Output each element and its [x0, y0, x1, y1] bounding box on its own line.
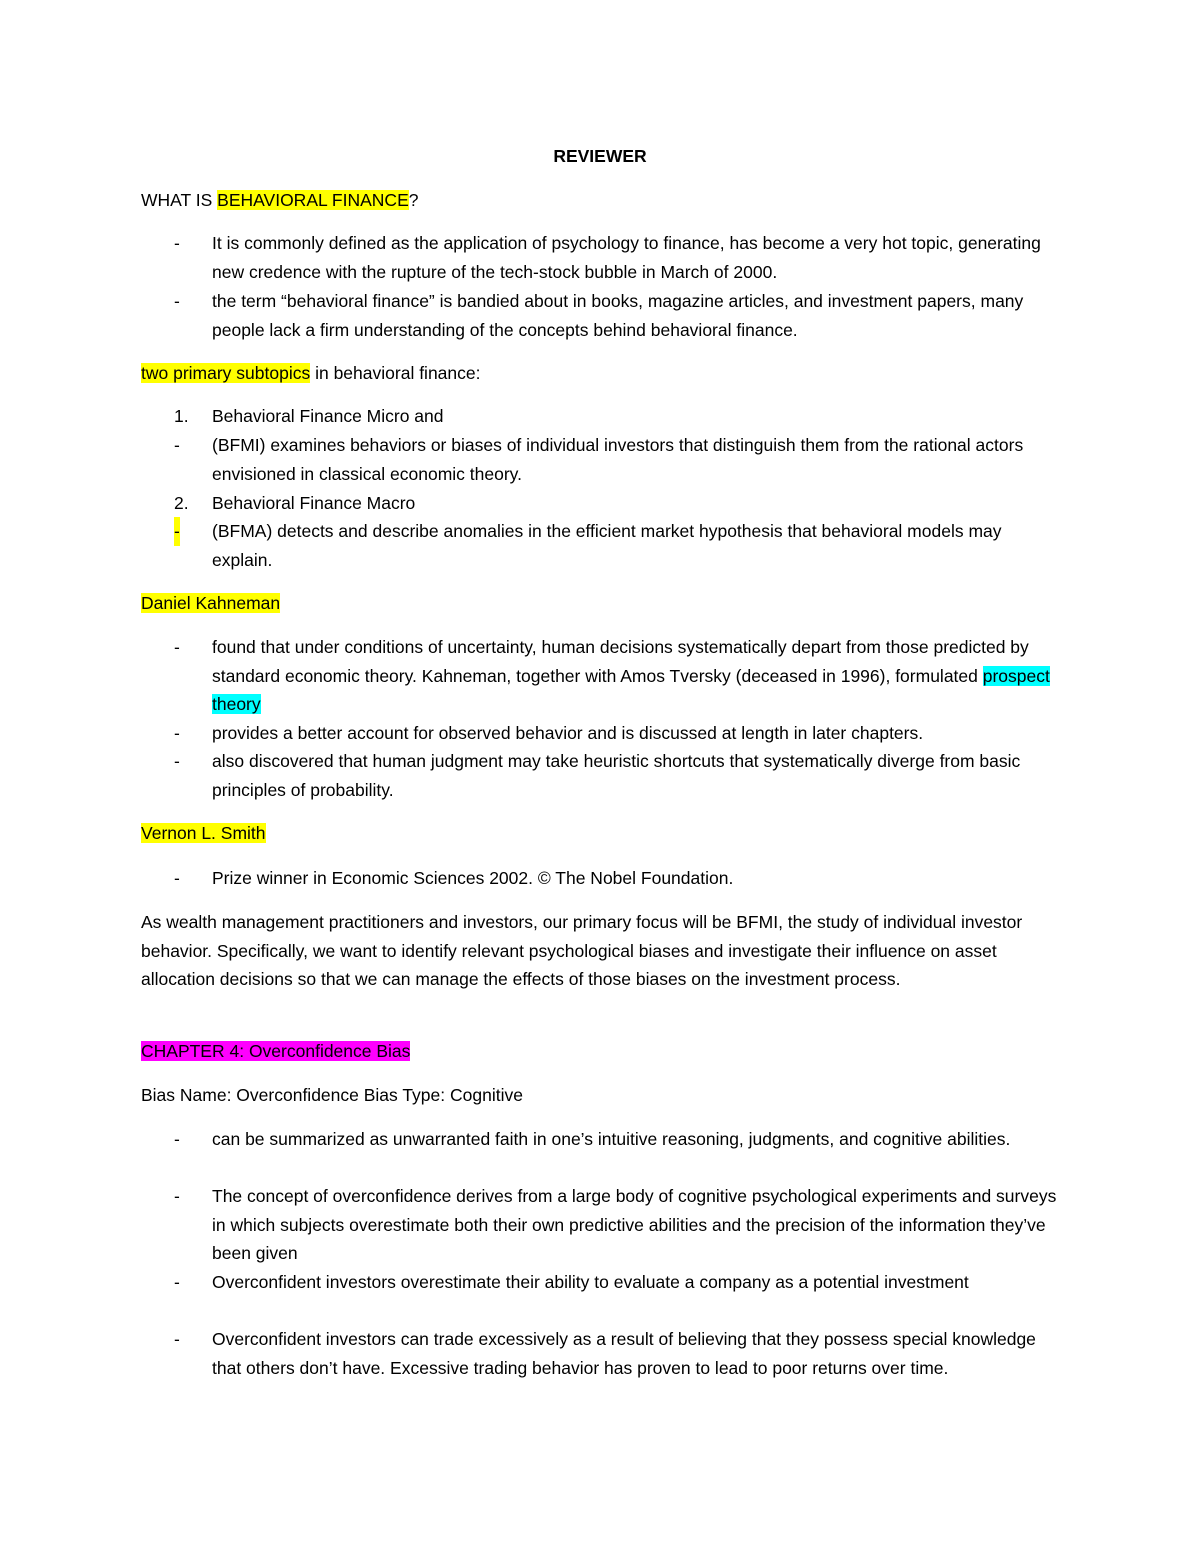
- highlight-daniel-kahneman: Daniel Kahneman: [141, 593, 281, 613]
- bullet-marker: -: [174, 1329, 180, 1349]
- bullet-marker: -: [174, 291, 180, 311]
- bullet-marker: -: [174, 868, 180, 888]
- highlight-behavioral-finance: BEHAVIORAL FINANCE: [217, 190, 409, 210]
- list-item: [141, 229, 1061, 286]
- bullet-marker: -: [174, 233, 180, 253]
- list-item-text: (BFMI) examines behaviors or biases of individual investors that distinguish them from the rational actors envisioned in classical economic theory.: [212, 435, 1024, 484]
- list-item: [141, 1268, 1061, 1297]
- list-item: [141, 1125, 1061, 1154]
- list-item-text: Behavioral Finance Micro and: [212, 406, 444, 426]
- highlight-vernon-smith: Vernon L. Smith: [141, 823, 266, 843]
- heading-kahneman: [141, 589, 1061, 618]
- list-item-text: Prize winner in Economic Sciences 2002. © The Nobel Foundation.: [212, 868, 734, 888]
- list-item: [141, 517, 1061, 574]
- list-item-text: Overconfident investors can trade excessively as a result of believing that they possess special knowledge that others don’t have. Excessive trading behavior has proven to lead to poor returns over time.: [212, 1329, 1036, 1378]
- number-marker: 1.: [174, 406, 189, 426]
- wealth-paragraph: As wealth management practitioners and investors, our primary focus will be BFMI, the study of individual investor behavior. Specifically, we want to identify relevant psychological biases and investigate their influence on asset allocation decisions so that we can manage the effects of those biases on the investment process.: [141, 912, 1023, 989]
- highlight-chapter-4: CHAPTER 4: Overconfidence Bias: [141, 1041, 411, 1061]
- question-line: [141, 186, 1061, 215]
- heading-chapter-4: [141, 1037, 1061, 1066]
- bullet-marker: -: [174, 751, 180, 771]
- list-item: [141, 1182, 1061, 1268]
- list-item: [141, 864, 1061, 893]
- question-prefix: WHAT IS: [141, 190, 218, 210]
- list-item: [141, 402, 1061, 431]
- question-suffix: ?: [408, 190, 419, 210]
- list-item-text: can be summarized as unwarranted faith in one’s intuitive reasoning, judgments, and cognitive abilities.: [212, 1129, 1011, 1149]
- list-item-text: The concept of overconfidence derives from a large body of cognitive psychological experiments and surveys in which subjects overestimate both their own predictive abilities and the precision of the information they’ve been given: [212, 1186, 1057, 1263]
- page-title: REVIEWER: [553, 146, 647, 166]
- bullet-marker: -: [174, 435, 180, 455]
- kahneman-text: found that under conditions of uncertainty, human decisions systematically depart from those predicted by standard economic theory. Kahneman, together with Amos Tversky (deceased in 1996), formulated: [212, 637, 1029, 686]
- bullet-marker: -: [174, 637, 180, 657]
- bullet-marker: -: [174, 1129, 180, 1149]
- list-item-text: the term “behavioral finance” is bandied about in books, magazine articles, and investment papers, many people lack a firm understanding of the concepts behind behavioral finance.: [212, 291, 1024, 340]
- bullet-marker: -: [174, 723, 180, 743]
- list-item: [141, 431, 1061, 488]
- bullet-marker: -: [174, 1186, 180, 1206]
- list-item-text: also discovered that human judgment may take heuristic shortcuts that systematically diverge from basic principles of probability.: [212, 751, 1021, 800]
- bullet-marker: -: [174, 1272, 180, 1292]
- list-item: [141, 489, 1061, 518]
- highlight-two-primary-subtopics: two primary subtopics: [141, 363, 311, 383]
- list-item-text: Behavioral Finance Macro: [212, 493, 416, 513]
- bullet-marker: -: [174, 517, 180, 546]
- heading-smith: [141, 819, 1061, 848]
- list-item: [141, 747, 1061, 804]
- list-item-text: (BFMA) detects and describe anomalies in the efficient market hypothesis that behavioral models may explain.: [212, 521, 1002, 570]
- subtopics-rest: in behavioral finance:: [310, 363, 481, 383]
- number-marker: 2.: [174, 493, 189, 513]
- list-item-text: It is commonly defined as the application of psychology to finance, has become a very hot topic, generating new credence with the rupture of the tech-stock bubble in March of 2000.: [212, 233, 1041, 282]
- list-item: [141, 287, 1061, 344]
- list-item: [141, 1325, 1061, 1382]
- list-item: [141, 633, 1061, 719]
- bias-line: Bias Name: Overconfidence Bias Type: Cognitive: [141, 1085, 523, 1105]
- list-item: [141, 719, 1061, 748]
- highlight-prospect-theory: prospect theory: [212, 665, 1050, 714]
- subtopics-line: [141, 359, 1061, 388]
- list-item-text: provides a better account for observed behavior and is discussed at length in later chapters.: [212, 723, 924, 743]
- list-item-text: Overconfident investors overestimate their ability to evaluate a company as a potential investment: [212, 1272, 969, 1292]
- list-item-text: [212, 633, 1061, 719]
